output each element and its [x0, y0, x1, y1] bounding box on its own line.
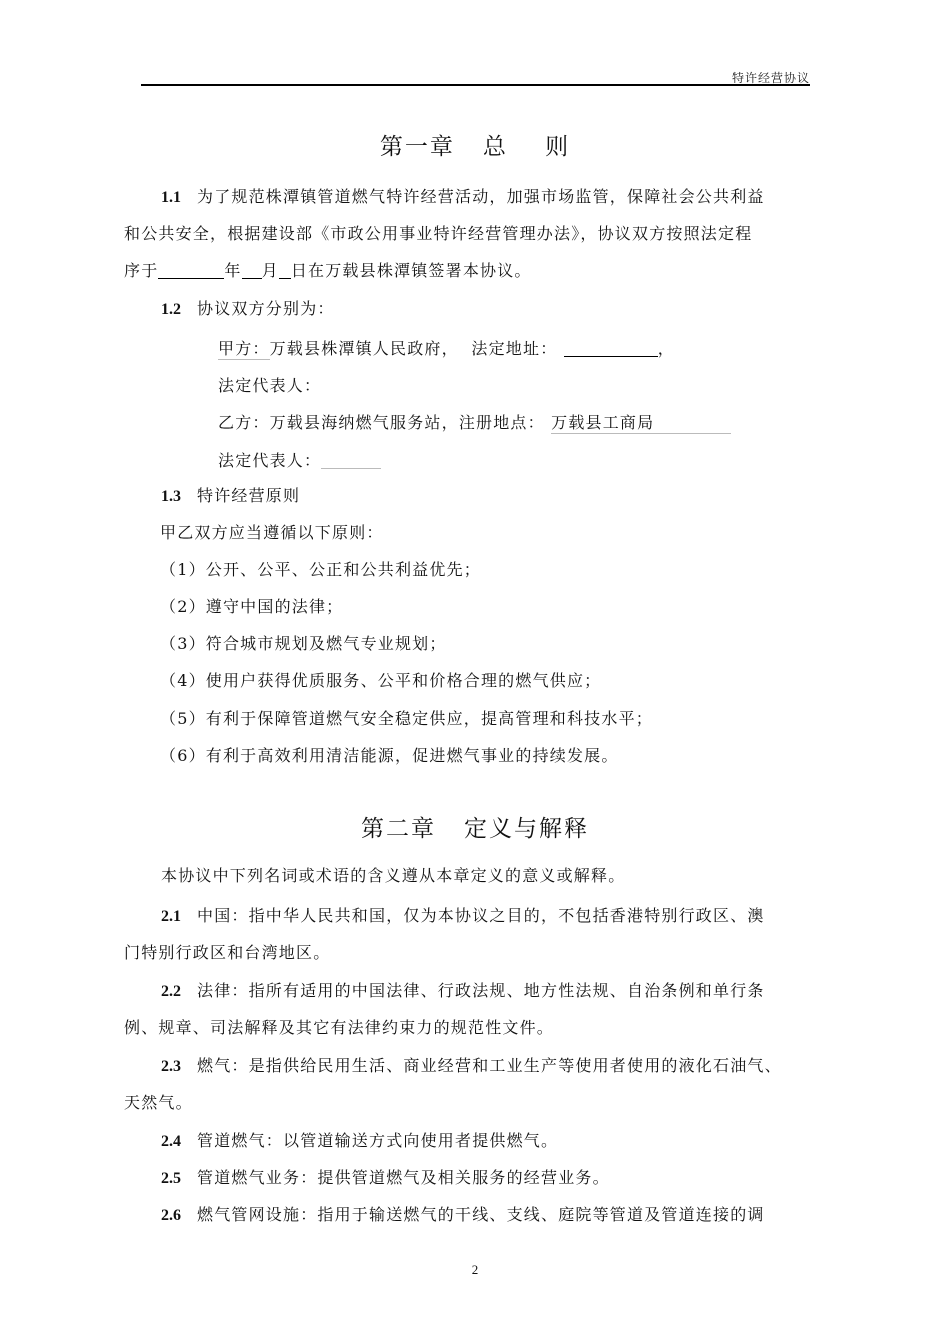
section-2-5: 2.5 管道燃气业务：提供管道燃气及相关服务的经营业务。 — [161, 1168, 610, 1187]
running-header: 特许经营协议 — [731, 71, 810, 85]
section-1-1-line-3: 序于 年 月 日在万载县株潭镇签署本协议。 — [124, 261, 532, 280]
page-number: 2 — [471, 1262, 479, 1277]
party-b-line: 乙方：万载县海纳燃气服务站，注册地点： 万载县工商局 — [218, 410, 731, 434]
principle-item: （1）公开、公平、公正和公共利益优先； — [160, 560, 481, 579]
section-number: 2.6 — [161, 1207, 181, 1224]
section-number: 2.1 — [161, 908, 181, 925]
party-a-representative: 法定代表人： — [218, 376, 322, 395]
section-number: 1.2 — [161, 301, 181, 318]
section-1-1-line-2: 和公共安全，根据建设部《市政公用事业特许经营管理办法》，协议双方按照法定程 — [124, 224, 753, 243]
section-number: 2.2 — [161, 983, 181, 1000]
chapter-2-title: 第二章 定义与解释 — [361, 816, 589, 842]
section-2-2-line-1: 2.2 法律：指所有适用的中国法律、行政法规、地方性法规、自治条例和单行条 — [161, 981, 765, 1000]
principle-item: （6）有利于高效利用清洁能源，促进燃气事业的持续发展。 — [160, 746, 619, 765]
month-blank[interactable] — [242, 262, 262, 279]
section-1-2: 1.2 协议双方分别为： — [161, 299, 335, 318]
section-2-2-line-2: 例、规章、司法解释及其它有法律约束力的规范性文件。 — [124, 1018, 555, 1037]
principle-item: （4）使用户获得优质服务、公平和价格合理的燃气供应； — [160, 671, 602, 690]
section-number: 1.1 — [161, 189, 181, 206]
party-b-representative-blank[interactable] — [321, 454, 381, 469]
principle-item: （3）符合城市规划及燃气专业规划； — [160, 634, 447, 653]
section-number: 2.5 — [161, 1170, 181, 1187]
section-number: 2.4 — [161, 1133, 181, 1150]
party-a-address-blank[interactable] — [564, 340, 658, 357]
principle-item: （5）有利于保障管道燃气安全稳定供应，提高管理和科技水平； — [160, 709, 653, 728]
party-b-representative-line: 法定代表人： — [218, 448, 381, 471]
header-rule — [141, 84, 810, 86]
party-a-line: 甲方：万载县株潭镇人民政府， 法定地址： ， — [218, 336, 675, 360]
section-2-4: 2.4 管道燃气：以管道输送方式向使用者提供燃气。 — [161, 1131, 559, 1150]
section-2-1-line-1: 2.1 中国：指中华人民共和国，仅为本协议之目的，不包括香港特别行政区、澳 — [161, 906, 765, 925]
section-number: 1.3 — [161, 488, 181, 505]
day-blank[interactable] — [279, 262, 291, 279]
section-2-6: 2.6 燃气管网设施：指用于输送燃气的干线、支线、庭院等管道及管道连接的调 — [161, 1205, 765, 1224]
section-1-3: 1.3 特许经营原则 — [161, 486, 301, 505]
chapter-1-title: 第一章 总 则 — [379, 134, 571, 160]
section-number: 2.3 — [161, 1058, 181, 1075]
chapter-2-intro: 本协议中下列名词或术语的含义遵从本章定义的意义或解释。 — [161, 866, 626, 885]
principle-item: （2）遵守中国的法律； — [160, 597, 344, 616]
party-a-label: 甲方： — [218, 336, 270, 360]
section-2-1-line-2: 门特别行政区和台湾地区。 — [124, 943, 331, 962]
year-blank[interactable] — [158, 262, 224, 279]
section-2-3-line-2: 天然气。 — [124, 1093, 193, 1112]
section-1-1-line-1: 1.1 为了规范株潭镇管道燃气特许经营活动，加强市场监管，保障社会公共利益 — [161, 187, 765, 206]
section-2-3-line-1: 2.3 燃气：是指供给民用生活、商业经营和工业生产等使用者使用的液化石油气、 — [161, 1056, 782, 1075]
principles-intro: 甲乙双方应当遵循以下原则： — [160, 523, 384, 542]
party-b-address[interactable]: 万载县工商局 — [551, 410, 731, 434]
